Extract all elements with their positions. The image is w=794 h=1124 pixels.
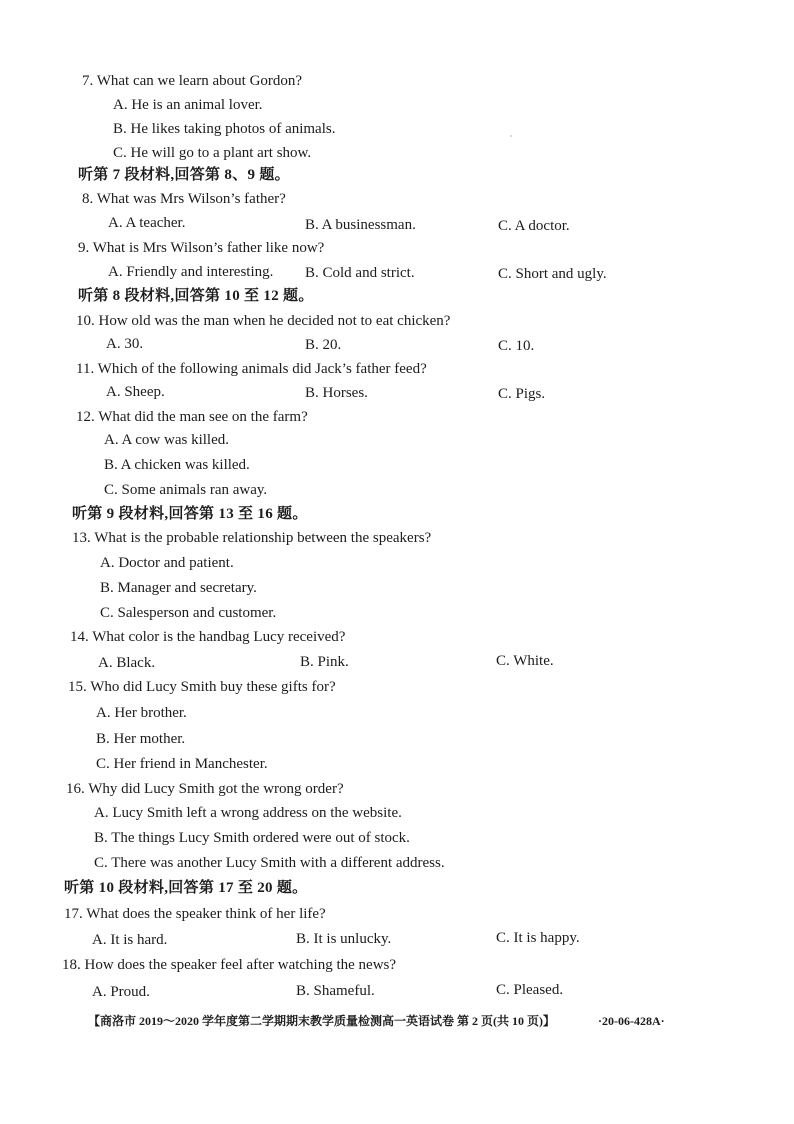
question-15-option-b: B. Her mother. bbox=[96, 731, 186, 747]
question-10-option-a: A. 30. bbox=[106, 336, 144, 352]
question-17-option-c: C. It is happy. bbox=[496, 930, 580, 946]
page-footer-code: ·20-06-428A· bbox=[598, 1014, 665, 1028]
question-10-option-b: B. 20. bbox=[305, 337, 342, 353]
question-9-option-c: C. Short and ugly. bbox=[498, 266, 607, 282]
question-16-stem: 16. Why did Lucy Smith got the wrong order? bbox=[66, 781, 344, 797]
question-9-stem: 9. What is Mrs Wilson’s father like now? bbox=[78, 240, 325, 256]
question-11-stem: 11. Which of the following animals did Jack’s father feed? bbox=[76, 361, 427, 377]
question-8-option-a: A. A teacher. bbox=[108, 215, 186, 231]
question-13-option-c: C. Salesperson and customer. bbox=[100, 605, 277, 621]
question-13-option-b: B. Manager and secretary. bbox=[100, 580, 257, 596]
question-14-option-b: B. Pink. bbox=[300, 654, 349, 670]
question-18-stem: 18. How does the speaker feel after watching the news? bbox=[62, 957, 397, 973]
question-11-option-a: A. Sheep. bbox=[106, 384, 165, 400]
question-14-option-a: A. Black. bbox=[98, 655, 156, 671]
question-15-option-c: C. Her friend in Manchester. bbox=[96, 756, 268, 772]
question-17-option-b: B. It is unlucky. bbox=[296, 931, 392, 947]
question-7-option-b: B. He likes taking photos of animals. bbox=[113, 121, 336, 137]
question-15-stem: 15. Who did Lucy Smith buy these gifts for? bbox=[68, 679, 336, 695]
question-10-stem: 10. How old was the man when he decided not to eat chicken? bbox=[76, 313, 451, 329]
question-7-stem: 7. What can we learn about Gordon? bbox=[82, 73, 303, 89]
question-14-stem: 14. What color is the handbag Lucy received? bbox=[70, 629, 346, 645]
question-14-option-c: C. White. bbox=[496, 653, 554, 669]
passage-10-instruction: 听第 10 段材料,回答第 17 至 20 题。 bbox=[64, 880, 308, 896]
question-18-option-b: B. Shameful. bbox=[296, 983, 375, 999]
question-13-stem: 13. What is the probable relationship between the speakers? bbox=[72, 530, 432, 546]
question-12-option-b: B. A chicken was killed. bbox=[104, 457, 250, 473]
question-16-option-a: A. Lucy Smith left a wrong address on the website. bbox=[94, 805, 402, 821]
question-7-option-c: C. He will go to a plant art show. bbox=[113, 145, 312, 161]
question-15-option-a: A. Her brother. bbox=[96, 705, 187, 721]
question-11-option-b: B. Horses. bbox=[305, 385, 368, 401]
question-9-option-a: A. Friendly and interesting. bbox=[108, 264, 274, 280]
page-footer-title: 【商洛市 2019～2020 学年度第二学期期末教学质量检测高一英语试卷 第 2 页(共 10 页)】 bbox=[88, 1014, 555, 1028]
question-8-stem: 8. What was Mrs Wilson’s father? bbox=[82, 191, 286, 207]
question-11-option-c: C. Pigs. bbox=[498, 386, 546, 402]
question-16-option-b: B. The things Lucy Smith ordered were out of stock. bbox=[94, 830, 410, 846]
passage-9-instruction: 听第 9 段材料,回答第 13 至 16 题。 bbox=[72, 506, 308, 522]
question-7-option-a: A. He is an animal lover. bbox=[113, 97, 263, 113]
question-18-option-a: A. Proud. bbox=[92, 984, 150, 1000]
scan-speck bbox=[510, 135, 512, 137]
question-16-option-c: C. There was another Lucy Smith with a different address. bbox=[94, 855, 445, 871]
passage-8-instruction: 听第 8 段材料,回答第 10 至 12 题。 bbox=[78, 288, 314, 304]
question-12-option-a: A. A cow was killed. bbox=[104, 432, 229, 448]
question-17-stem: 17. What does the speaker think of her life? bbox=[64, 906, 326, 922]
question-10-option-c: C. 10. bbox=[498, 338, 535, 354]
question-9-option-b: B. Cold and strict. bbox=[305, 265, 415, 281]
question-8-option-b: B. A businessman. bbox=[305, 217, 416, 233]
question-13-option-a: A. Doctor and patient. bbox=[100, 555, 234, 571]
question-12-option-c: C. Some animals ran away. bbox=[104, 482, 268, 498]
passage-7-instruction: 听第 7 段材料,回答第 8、9 题。 bbox=[78, 167, 290, 183]
question-8-option-c: C. A doctor. bbox=[498, 218, 570, 234]
question-12-stem: 12. What did the man see on the farm? bbox=[76, 409, 308, 425]
question-18-option-c: C. Pleased. bbox=[496, 982, 564, 998]
question-17-option-a: A. It is hard. bbox=[92, 932, 168, 948]
